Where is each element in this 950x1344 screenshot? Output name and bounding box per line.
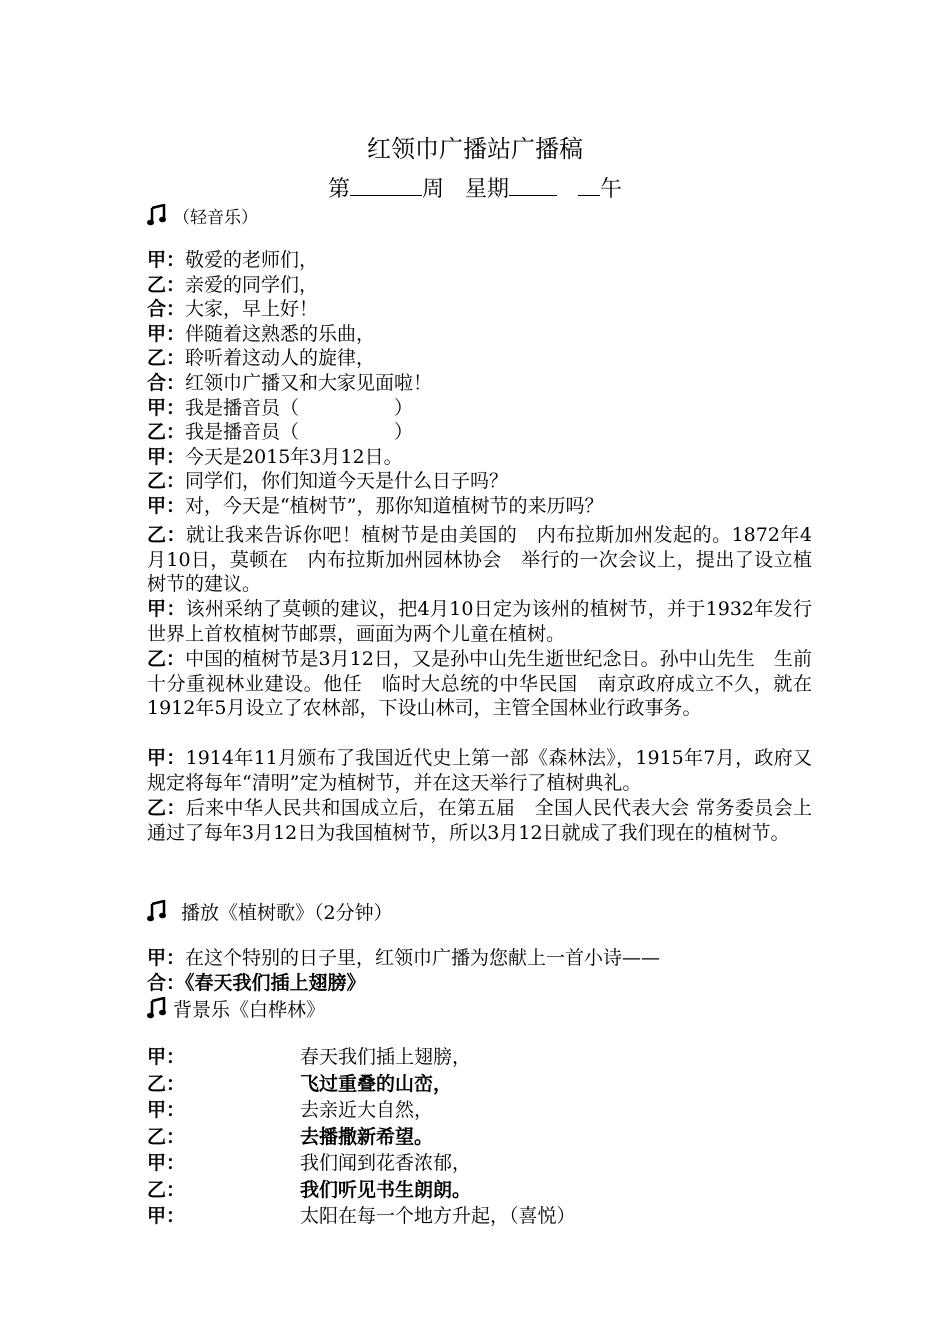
speaker-label: 甲： (147, 322, 186, 345)
dialogue-text: 聆听着这动人的旋律， (185, 347, 376, 370)
poem-title: 《春天我们插上翅膀》 (185, 972, 366, 994)
paragraph (147, 796, 831, 845)
dialogue-line (147, 420, 413, 444)
music-note-icon (147, 997, 167, 1019)
poem-speaker-label: 甲： (147, 1046, 186, 1068)
speaker-label: 合： (147, 972, 186, 994)
speaker-label: 甲： (147, 249, 186, 271)
schedule-line (0, 171, 950, 207)
poem-title-line (147, 971, 366, 995)
speaker-label: 乙： (147, 524, 186, 546)
speaker-label: 乙： (147, 648, 186, 670)
dialogue-line (147, 248, 318, 272)
speaker-label: 甲： (147, 598, 186, 620)
speaker-label: 合： (147, 298, 186, 321)
dialogue-text: 伴随着这熟悉的乐曲， (185, 322, 376, 345)
speaker-label: 甲： (147, 495, 186, 517)
paragraph-text: 该州采纳了莫顿的建议，把4月10日定为该州的植树节，并于1932年发行世界上首枚植树节邮票，画面为两个儿童在植树。 (147, 598, 812, 645)
paragraph-text: 就让我来告诉你吧！植树节是由美国的 内布拉斯加州发起的。1872年4月10日，莫顿在 内布拉斯加州园林协会 举行的一次会议上，提出了设立植树节的建议。 (147, 524, 812, 595)
poem-speaker-label: 乙： (147, 1178, 186, 1201)
poem-speaker-label: 甲： (147, 1099, 186, 1121)
paragraph-text: 中国的植树节是3月12日，又是孙中山先生逝世纪念日。孙中山先生 生前十分重视林业建设。他任 临时大总统的中华民国 南京政府成立不久，就在1912年5月设立了农林部，下设山林司，主管全国林业行政事务。 (147, 648, 812, 719)
week-prefix: 第 (327, 177, 350, 202)
speaker-label: 乙： (147, 421, 186, 444)
poem-line: 春天我们插上翅膀， (300, 1046, 472, 1068)
light-music-line (147, 204, 258, 230)
dialogue-text: 大家，早上好！ (185, 298, 319, 321)
dialogue-line (147, 322, 375, 346)
dialogue-text: 我是播音员（ ） (185, 421, 414, 444)
poem-speaker-label: 甲： (147, 1205, 186, 1227)
weekday-label: 星期 (465, 177, 510, 202)
speaker-label: 乙： (147, 470, 186, 493)
dialogue-text: 今天是2015年3月12日。 (185, 445, 403, 468)
paragraph (147, 523, 812, 597)
dialogue-line (147, 346, 375, 370)
speaker-label: 乙： (147, 273, 186, 296)
dialogue-text: 红领巾广播又和大家见面啦！ (185, 372, 433, 394)
poem-line: 我们闻到花香浓郁， (300, 1152, 472, 1174)
paragraph (147, 647, 812, 721)
time-blank (578, 171, 600, 196)
speaker-label: 甲： (147, 396, 186, 419)
poem-line: 我们听见书生朗朗。 (300, 1178, 472, 1201)
week-suffix: 周 (422, 177, 445, 202)
poem-line: 去亲近大自然， (300, 1099, 434, 1121)
time-suffix: 午 (600, 177, 623, 202)
poem-speaker-label: 乙： (147, 1125, 186, 1148)
dialogue-text: 敬爱的老师们， (185, 249, 319, 271)
intro-text: 在这个特别的日子里，红领巾广播为您献上一首小诗—— (185, 947, 661, 969)
poem-line: 去播撒新希望。 (300, 1125, 434, 1148)
dialogue-text: 亲爱的同学们， (185, 273, 319, 296)
dialogue-text: 我是播音员（ ） (185, 396, 414, 419)
music-note-icon (147, 900, 167, 922)
speaker-label: 甲： (147, 445, 186, 468)
poem-line: 飞过重叠的山峦， (300, 1072, 453, 1095)
dialogue-line (147, 469, 508, 493)
music-note-icon (147, 204, 167, 226)
light-music-label: （轻音乐） (173, 208, 258, 228)
page-title: 红领巾广播站广播稿 (367, 135, 583, 163)
paragraph (147, 746, 812, 795)
speaker-label: 乙： (147, 797, 186, 819)
dialogue-line (147, 494, 603, 518)
paragraph-text: 后来中华人民共和国成立后，在第五届 全国人民代表大会 常务委员会上 通过了每年3月12日为我国植树节，所以3月12日就成了我们现在的植树节。 (147, 797, 831, 844)
background-music-label: 背景乐《白桦林》 (173, 999, 326, 1021)
dialogue-text: 同学们，你们知道今天是什么日子吗？ (185, 470, 509, 493)
poem-line: 太阳在每一个地方升起，（喜悦） (300, 1205, 576, 1227)
speaker-label: 合： (147, 372, 186, 394)
intro-line (147, 946, 660, 970)
poem-speaker-label: 乙： (147, 1072, 186, 1095)
speaker-label: 甲： (147, 747, 186, 769)
dialogue-text: 对，今天是“植树节”，那你知道植树节的来历吗？ (185, 495, 604, 517)
paragraph (147, 597, 812, 646)
dialogue-line (147, 445, 403, 469)
play-song-label: 播放《植树歌》（2分钟） (181, 902, 393, 924)
poem-speaker-label: 甲： (147, 1152, 186, 1174)
week-blank (350, 171, 422, 196)
background-music-line (147, 997, 325, 1022)
dialogue-line (147, 273, 318, 297)
dialogue-line (147, 396, 413, 420)
dialogue-line (147, 371, 432, 395)
dialogue-line (147, 297, 318, 321)
weekday-blank (509, 171, 557, 196)
speaker-label: 甲： (147, 947, 186, 969)
play-song-line (147, 900, 393, 925)
paragraph-text: 1914年11月颁布了我国近代史上第一部《森林法》，1915年7月，政府又规定将每年“清明”定为植树节，并在这天举行了植树典礼。 (147, 747, 812, 794)
speaker-label: 乙： (147, 347, 186, 370)
